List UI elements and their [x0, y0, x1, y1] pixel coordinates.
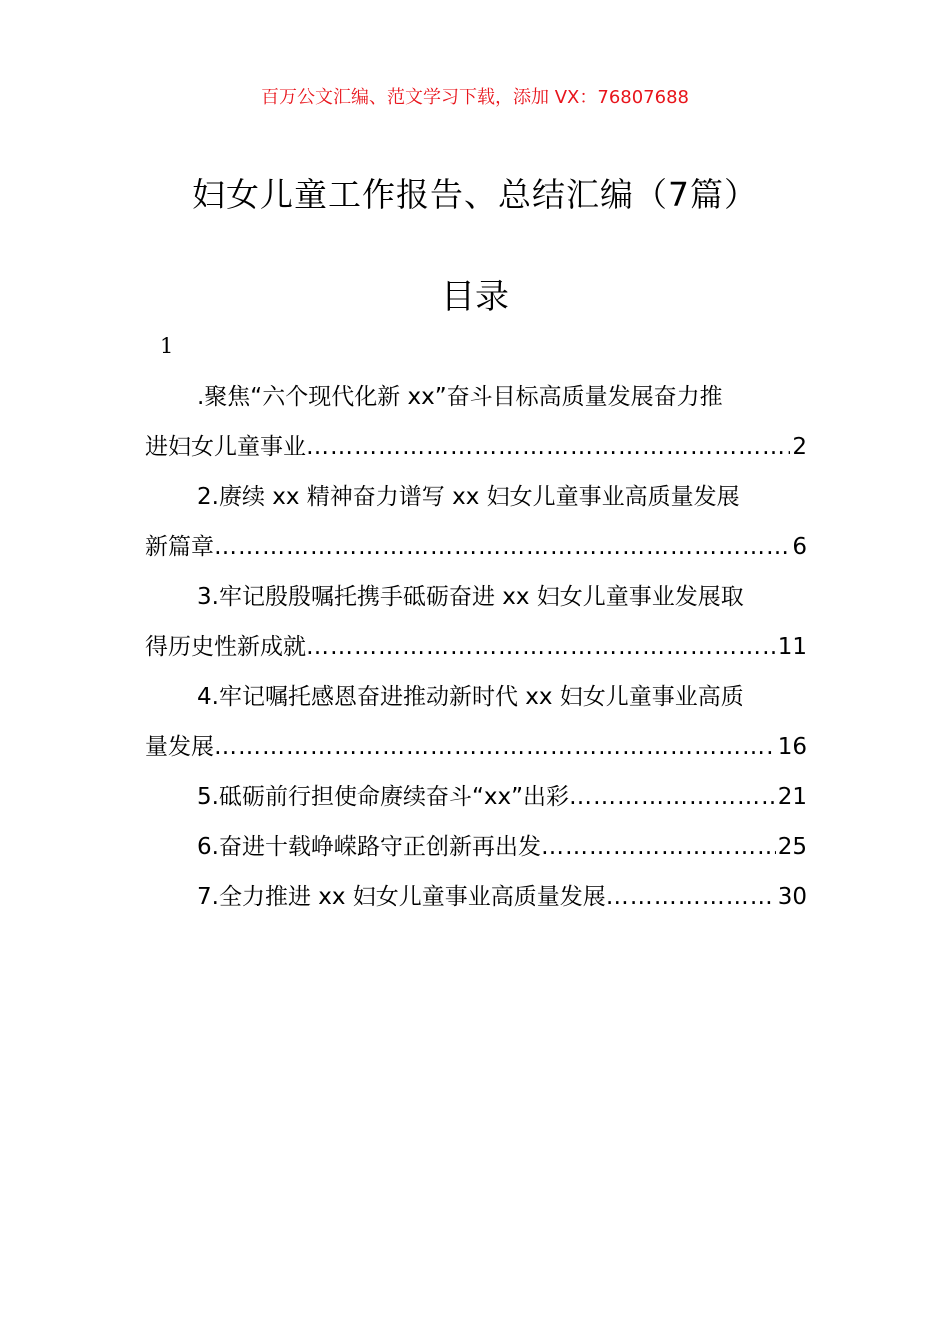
toc-entry-2[interactable]: [145, 472, 807, 572]
toc-entry-title-line2: 进妇女儿童事业: [145, 434, 306, 460]
header-notice: 百万公文汇编、范文学习下载，添加 VX：76807688: [261, 87, 689, 108]
toc-entry-title-line1: 3.牢记殷殷嘱托携手砥砺奋进 xx 妇女儿童事业发展取: [197, 584, 744, 610]
toc-entry-6[interactable]: [145, 822, 807, 872]
toc-entry-7[interactable]: [145, 872, 807, 922]
toc-entry-title: 7.全力推进 xx 妇女儿童事业高质量发展: [197, 884, 606, 910]
toc-entry-title: 6.奋进十载峥嵘路守正创新再出发: [197, 834, 541, 860]
toc-entry-page: 30: [777, 884, 807, 910]
toc-entry-page: 2: [792, 434, 807, 460]
toc-entry-title-line2: 得历史性新成就: [145, 634, 306, 660]
toc-entry-1[interactable]: [145, 372, 807, 472]
toc-number-marker: 1: [160, 334, 174, 358]
dot-leader: [569, 772, 776, 822]
dot-leader: [541, 822, 776, 872]
toc-entry-title-line1: .聚焦“六个现代化新 xx”奋斗目标高质量发展奋力推: [197, 384, 723, 410]
toc-entry-page: 11: [777, 634, 807, 660]
table-of-contents: [145, 372, 807, 922]
toc-entry-page: 25: [777, 834, 807, 860]
toc-entry-3[interactable]: [145, 572, 807, 672]
document-title: 妇女儿童工作报告、总结汇编（7篇）: [192, 175, 758, 214]
dot-leader: [306, 622, 776, 672]
dot-leader: [306, 422, 790, 472]
toc-entry-4[interactable]: [145, 672, 807, 772]
toc-entry-page: 16: [777, 734, 807, 760]
toc-entry-5[interactable]: [145, 772, 807, 822]
toc-entry-page: 21: [777, 784, 807, 810]
toc-entry-title-line2: 新篇章: [145, 534, 214, 560]
toc-entry-title: 5.砥砺前行担使命赓续奋斗“xx”出彩: [197, 784, 569, 810]
toc-entry-title-line1: 4.牢记嘱托感恩奋进推动新时代 xx 妇女儿童事业高质: [197, 684, 744, 710]
toc-entry-title-line2: 量发展: [145, 734, 214, 760]
dot-leader: [214, 722, 776, 772]
dot-leader: [214, 522, 790, 572]
dot-leader: [606, 872, 776, 922]
toc-entry-title-line1: 2.赓续 xx 精神奋力谱写 xx 妇女儿童事业高质量发展: [197, 484, 740, 510]
toc-heading: 目录: [441, 277, 509, 317]
toc-entry-page: 6: [792, 534, 807, 560]
